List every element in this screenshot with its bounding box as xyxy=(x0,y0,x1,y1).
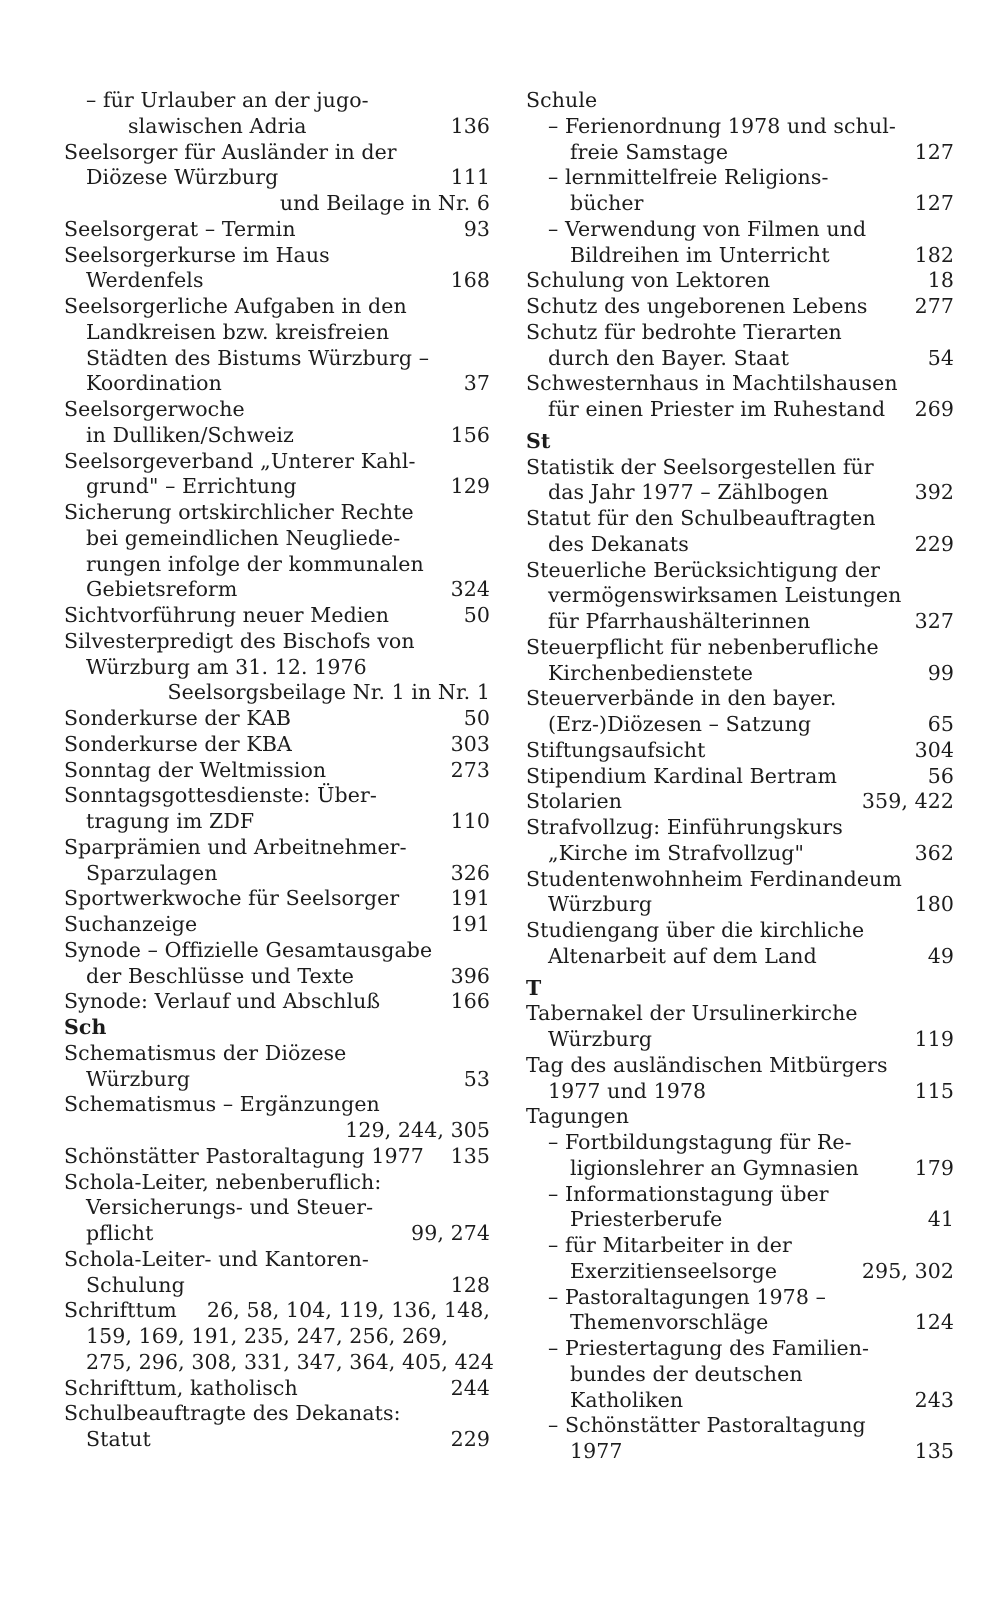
index-entry xyxy=(64,1221,490,1247)
page-reference: 396 xyxy=(450,963,490,988)
index-entry xyxy=(526,841,954,867)
entry-text: für einen Priester im Ruhestand xyxy=(548,397,886,421)
index-entry xyxy=(64,964,490,990)
index-entry xyxy=(526,712,954,738)
index-entry xyxy=(526,268,954,294)
entry-text: vermögenswirksamen Leistungen xyxy=(548,583,902,608)
index-entry xyxy=(526,165,954,191)
entry-text: Kirchenbedienstete xyxy=(548,660,754,685)
index-entry xyxy=(526,1336,954,1362)
index-entry xyxy=(526,1207,954,1233)
index-entry xyxy=(526,397,954,423)
page-reference: 166 xyxy=(450,989,490,1014)
index-entry xyxy=(526,558,954,584)
index-entry xyxy=(64,1401,490,1427)
index-entry xyxy=(64,1324,490,1350)
index-entry xyxy=(526,88,954,114)
index-entry xyxy=(64,577,490,603)
index-entry xyxy=(526,320,954,346)
entry-text: freie Samstage xyxy=(570,139,729,164)
index-entry xyxy=(64,1247,490,1273)
index-entry xyxy=(64,191,490,217)
page-reference: 180 xyxy=(914,892,954,917)
index-entry xyxy=(526,1053,954,1079)
entry-text: rungen infolge der kommunalen xyxy=(86,551,424,576)
page-reference: 56 xyxy=(927,763,954,788)
page-reference: 191 xyxy=(450,912,490,936)
index-entry xyxy=(526,1079,954,1105)
index-entry xyxy=(64,989,490,1015)
entry-text: Synode: Verlauf und Abschluß xyxy=(64,989,381,1014)
page-reference: und Beilage in Nr. 6 xyxy=(279,191,490,215)
entry-text: – Ferienordnung 1978 und schul- xyxy=(548,113,896,138)
page-reference: 295, 302 xyxy=(861,1258,954,1283)
entry-text: der Beschlüsse und Texte xyxy=(86,963,355,988)
index-entry xyxy=(64,268,490,294)
index-entry xyxy=(526,114,954,140)
entry-text: ligionslehrer an Gymnasien xyxy=(570,1155,859,1180)
page-reference: 244 xyxy=(450,1375,490,1400)
index-entry xyxy=(64,1170,490,1196)
page-reference: 243 xyxy=(914,1387,954,1412)
index-entry xyxy=(64,1092,490,1118)
index-entry xyxy=(64,1376,490,1402)
page-reference: 50 xyxy=(463,603,490,627)
entry-text: Schönstätter Pastoraltagung 1977 xyxy=(64,1143,424,1168)
page-reference: 359, 422 xyxy=(861,789,954,814)
page-reference: 128 xyxy=(450,1272,490,1297)
entry-text: 1977 xyxy=(570,1439,623,1463)
entry-text: durch den Bayer. Staat xyxy=(548,345,790,370)
page-reference: 37 xyxy=(463,371,490,396)
entry-text: – für Urlauber an der jugo- xyxy=(86,88,369,112)
section-letter: T xyxy=(526,975,542,1000)
entry-text: das Jahr 1977 – Zählbogen xyxy=(548,480,829,505)
index-entry xyxy=(64,526,490,552)
entry-text: bei gemeindlichen Neugliede- xyxy=(86,525,401,550)
page-reference: 135 xyxy=(914,1439,954,1463)
entry-text: Schule xyxy=(526,88,598,112)
entry-text: Städten des Bistums Würzburg – xyxy=(86,345,430,370)
index-entry xyxy=(64,552,490,578)
entry-text: Seelsorgerliche Aufgaben in den xyxy=(64,294,407,318)
index-entry xyxy=(526,455,954,481)
entry-text: – Verwendung von Filmen und xyxy=(548,216,867,241)
index-entry xyxy=(64,706,490,732)
index-entry xyxy=(526,371,954,397)
index-section-heading xyxy=(526,976,954,1002)
index-column-left xyxy=(64,88,495,1453)
page-reference: 136 xyxy=(450,113,490,138)
index-entry xyxy=(526,661,954,687)
index-entry xyxy=(526,867,954,893)
entry-text: Studiengang über die kirchliche xyxy=(526,918,865,942)
entry-text: Seelsorgerwoche xyxy=(64,397,245,421)
page-reference: 127 xyxy=(914,191,954,215)
entry-text: Katholiken xyxy=(570,1387,684,1412)
index-entry xyxy=(64,165,490,191)
index-entry xyxy=(64,320,490,346)
page-reference: 65 xyxy=(927,712,954,736)
page-reference: 54 xyxy=(927,345,954,370)
entry-text: Sonderkurse der KAB xyxy=(64,706,292,730)
index-entry xyxy=(64,861,490,887)
index-entry xyxy=(64,1273,490,1299)
entry-text: Schematismus – Ergänzungen xyxy=(64,1092,380,1117)
index-entry xyxy=(64,294,490,320)
index-entry xyxy=(64,346,490,372)
entry-text: Statut xyxy=(86,1427,151,1451)
entry-text: Seelsorger für Ausländer in der xyxy=(64,139,397,164)
entry-text: Tagungen xyxy=(526,1104,630,1129)
page-reference: 135 xyxy=(450,1143,490,1168)
index-entry xyxy=(526,892,954,918)
index-entry xyxy=(64,835,490,861)
entry-text: Landkreisen bzw. kreisfreien xyxy=(86,319,390,344)
entry-text: 1977 und 1978 xyxy=(548,1078,707,1103)
index-entry xyxy=(526,480,954,506)
page-reference: 124 xyxy=(914,1310,954,1335)
entry-text: (Erz-)Diözesen – Satzung xyxy=(548,712,812,736)
index-entry xyxy=(64,783,490,809)
index-entry xyxy=(64,603,490,629)
entry-text: – Pastoraltagungen 1978 – xyxy=(548,1284,826,1309)
index-entry xyxy=(526,609,954,635)
index-entry xyxy=(526,738,954,764)
entry-text: Sicherung ortskirchlicher Rechte xyxy=(64,500,414,524)
entry-text: Synode – Offizielle Gesamtausgabe xyxy=(64,937,433,962)
page-reference: 168 xyxy=(450,268,490,293)
page-reference: 269 xyxy=(914,397,954,421)
index-entry xyxy=(64,732,490,758)
page-reference: 93 xyxy=(463,216,490,241)
index-entry xyxy=(64,655,490,681)
entry-text: Schwesternhaus in Machtilshausen xyxy=(526,371,898,396)
index-entry xyxy=(64,88,490,114)
entry-text: Schematismus der Diözese xyxy=(64,1040,347,1065)
entry-text: Stipendium Kardinal Bertram xyxy=(526,763,838,788)
index-entry xyxy=(526,532,954,558)
index-entry xyxy=(64,1144,490,1170)
entry-text: grund" – Errichtung xyxy=(86,474,297,499)
index-entry xyxy=(526,686,954,712)
entry-text: Würzburg xyxy=(86,1066,191,1091)
entry-text: in Dulliken/Schweiz xyxy=(86,422,294,447)
entry-text: Würzburg xyxy=(548,892,653,917)
entry-text: Stolarien xyxy=(526,789,622,814)
page-reference: 41 xyxy=(927,1207,954,1232)
index-entry xyxy=(64,1298,490,1324)
section-letter: Sch xyxy=(64,1015,107,1039)
entry-text: Sonntagsgottesdienste: Über- xyxy=(64,783,377,808)
entry-text: – Priestertagung des Familien- xyxy=(548,1336,870,1360)
entry-text: Würzburg am 31. 12. 1976 xyxy=(86,654,367,679)
index-entry xyxy=(64,140,490,166)
page-reference: 191 xyxy=(450,886,490,911)
page-reference: 50 xyxy=(463,706,490,730)
entry-text: Themenvorschläge xyxy=(570,1310,769,1335)
index-entry xyxy=(526,1130,954,1156)
entry-text: slawischen Adria xyxy=(128,113,307,138)
index-entry xyxy=(64,629,490,655)
entry-text: 159, 169, 191, 235, 247, 256, 269, xyxy=(86,1324,449,1348)
index-entry xyxy=(64,680,490,706)
index-entry xyxy=(526,1156,954,1182)
entry-text: Schutz des ungeborenen Lebens xyxy=(526,294,868,318)
entry-text: Gebietsreform xyxy=(86,577,238,602)
page-reference: 229 xyxy=(914,531,954,556)
index-entry xyxy=(526,1001,954,1027)
index-entry xyxy=(64,243,490,269)
index-entry xyxy=(526,1182,954,1208)
entry-text: Suchanzeige xyxy=(64,912,198,936)
entry-text: Schrifttum, katholisch xyxy=(64,1375,298,1400)
index-entry xyxy=(64,809,490,835)
entry-text: Altenarbeit auf dem Land xyxy=(548,943,817,968)
entry-text: Schulung von Lektoren xyxy=(526,268,771,293)
page-reference: 327 xyxy=(914,609,954,633)
entry-text: Silvesterpredigt des Bischofs von xyxy=(64,628,415,653)
entry-text: bundes der deutschen xyxy=(570,1361,803,1386)
index-entry xyxy=(64,1349,495,1376)
page-reference: 156 xyxy=(450,422,490,447)
page-reference: 129, 244, 305 xyxy=(345,1118,490,1142)
entry-text: Seelsorgerat – Termin xyxy=(64,216,296,241)
index-entry xyxy=(526,789,954,815)
index-entry xyxy=(64,397,490,423)
entry-text: Sparprämien und Arbeitnehmer- xyxy=(64,834,407,859)
index-entry xyxy=(526,294,954,320)
entry-text: Bildreihen im Unterricht xyxy=(570,242,830,267)
index-entry xyxy=(526,635,954,661)
index-entry xyxy=(64,1041,490,1067)
entry-text: Sichtvorführung neuer Medien xyxy=(64,603,390,627)
page-reference: 111 xyxy=(450,165,490,190)
entry-text: „Kirche im Strafvollzug" xyxy=(548,840,805,865)
page-reference: 304 xyxy=(914,737,954,762)
index-entry xyxy=(64,371,490,397)
index-entry xyxy=(526,583,954,609)
index-entry xyxy=(526,191,954,217)
index-entry xyxy=(64,217,490,243)
entry-text: Steuerliche Berücksichtigung der xyxy=(526,557,881,582)
entry-text: Priesterberufe xyxy=(570,1207,723,1232)
index-section-heading xyxy=(64,1015,490,1041)
index-entry xyxy=(64,474,490,500)
page-reference: 99 xyxy=(927,660,954,685)
index-entry xyxy=(64,886,490,912)
index-entry xyxy=(526,1310,954,1336)
index-entry xyxy=(64,449,490,475)
index-entry xyxy=(526,1259,954,1285)
page-reference: 115 xyxy=(914,1078,954,1103)
index-entry xyxy=(526,1027,954,1053)
page-reference: 326 xyxy=(450,860,490,885)
index-entry xyxy=(526,506,954,532)
page-reference: 53 xyxy=(463,1066,490,1091)
entry-text: bücher xyxy=(570,191,644,215)
index-entry xyxy=(64,423,490,449)
entry-text: Tag des ausländischen Mitbürgers xyxy=(526,1052,888,1077)
index-entry xyxy=(64,912,490,938)
entry-text: Würzburg xyxy=(548,1027,653,1051)
entry-text: Schutz für bedrohte Tierarten xyxy=(526,319,842,344)
entry-text: – Fortbildungstagung für Re- xyxy=(548,1130,852,1154)
index-entry xyxy=(64,1067,490,1093)
index-entry xyxy=(526,764,954,790)
entry-text: Steuerverbände in den bayer. xyxy=(526,686,837,711)
entry-text: Sonderkurse der KBA xyxy=(64,731,292,756)
index-entry xyxy=(526,1388,954,1414)
entry-text: – für Mitarbeiter in der xyxy=(548,1233,792,1257)
entry-text: 275, 296, 308, 331, 347, 364, 405, 424 xyxy=(86,1349,495,1374)
entry-text: Seelsorgerkurse im Haus xyxy=(64,242,330,267)
section-letter: St xyxy=(526,428,551,453)
entry-text: Koordination xyxy=(86,371,222,396)
entry-text: Sportwerkwoche für Seelsorger xyxy=(64,886,400,911)
index-entry xyxy=(526,346,954,372)
entry-text: Statut für den Schulbeauftragten xyxy=(526,506,876,530)
entry-text: tragung im ZDF xyxy=(86,809,255,833)
page-reference: 229 xyxy=(450,1427,490,1451)
entry-text: Tabernakel der Ursulinerkirche xyxy=(526,1001,858,1026)
page-reference: 277 xyxy=(914,294,954,318)
page-reference: 182 xyxy=(914,242,954,267)
index-entry xyxy=(526,1362,954,1388)
index-entry xyxy=(526,1413,954,1439)
entry-text: pflicht xyxy=(86,1221,154,1245)
index-entry xyxy=(64,500,490,526)
index-entry xyxy=(526,944,954,970)
page-reference: 273 xyxy=(450,757,490,782)
page-reference: 99, 274 xyxy=(411,1221,490,1245)
entry-text: Studentenwohnheim Ferdinandeum xyxy=(526,866,902,891)
entry-text: Schola-Leiter- und Kantoren- xyxy=(64,1246,369,1271)
index-entry xyxy=(526,243,954,269)
page-reference: 392 xyxy=(914,480,954,505)
entry-text: Schrifttum xyxy=(64,1298,177,1323)
entry-text: – Schönstätter Pastoraltagung xyxy=(548,1413,866,1438)
page-reference: Seelsorgsbeilage Nr. 1 in Nr. 1 xyxy=(167,680,490,705)
page-reference: 49 xyxy=(927,943,954,968)
page-reference: 18 xyxy=(927,268,954,293)
page-reference: 303 xyxy=(450,731,490,756)
entry-text: Diözese Würzburg xyxy=(86,165,279,190)
entry-text: Steuerpflicht für nebenberufliche xyxy=(526,634,879,659)
entry-text: Schulbeauftragte des Dekanats: xyxy=(64,1401,401,1426)
page-reference: 119 xyxy=(914,1027,954,1051)
index-entry xyxy=(526,217,954,243)
entry-text: Statistik der Seelsorgestellen für xyxy=(526,454,874,479)
entry-text: Strafvollzug: Einführungskurs xyxy=(526,815,843,839)
index-entry xyxy=(526,1233,954,1259)
index-entry xyxy=(64,1118,490,1144)
page-reference: 26, 58, 104, 119, 136, 148, xyxy=(206,1298,490,1323)
index-entry xyxy=(64,938,490,964)
index-entry xyxy=(64,1195,490,1221)
entry-text: des Dekanats xyxy=(548,531,689,556)
entry-text: für Pfarrhaushälterinnen xyxy=(548,609,811,633)
entry-text: Schola-Leiter, nebenberuflich: xyxy=(64,1169,382,1194)
index-entry xyxy=(526,918,954,944)
entry-text: – Informationstagung über xyxy=(548,1181,829,1206)
entry-text: Versicherungs- und Steuer- xyxy=(86,1195,374,1220)
index-column-right xyxy=(526,88,954,1465)
entry-text: Werdenfels xyxy=(86,268,204,293)
page-reference: 110 xyxy=(450,809,490,833)
index-entry xyxy=(64,114,490,140)
entry-text: – lernmittelfreie Religions- xyxy=(548,165,829,190)
page-reference: 179 xyxy=(914,1155,954,1180)
page-reference: 129 xyxy=(450,474,490,499)
index-entry xyxy=(526,815,954,841)
entry-text: Sparzulagen xyxy=(86,860,218,885)
index-entry xyxy=(526,1104,954,1130)
index-entry xyxy=(526,1439,954,1465)
index-entry xyxy=(64,758,490,784)
entry-text: Stiftungsaufsicht xyxy=(526,737,706,762)
entry-text: Seelsorgeverband „Unterer Kahl- xyxy=(64,448,416,473)
page-reference: 324 xyxy=(450,577,490,602)
index-entry xyxy=(64,1427,490,1453)
entry-text: Sonntag der Weltmission xyxy=(64,757,327,782)
entry-text: Schulung xyxy=(86,1272,185,1297)
entry-text: Exerzitienseelsorge xyxy=(570,1258,778,1283)
index-entry xyxy=(526,1285,954,1311)
index-entry xyxy=(526,140,954,166)
page-reference: 362 xyxy=(914,840,954,865)
page-reference: 127 xyxy=(914,139,954,164)
index-section-heading xyxy=(526,429,954,455)
